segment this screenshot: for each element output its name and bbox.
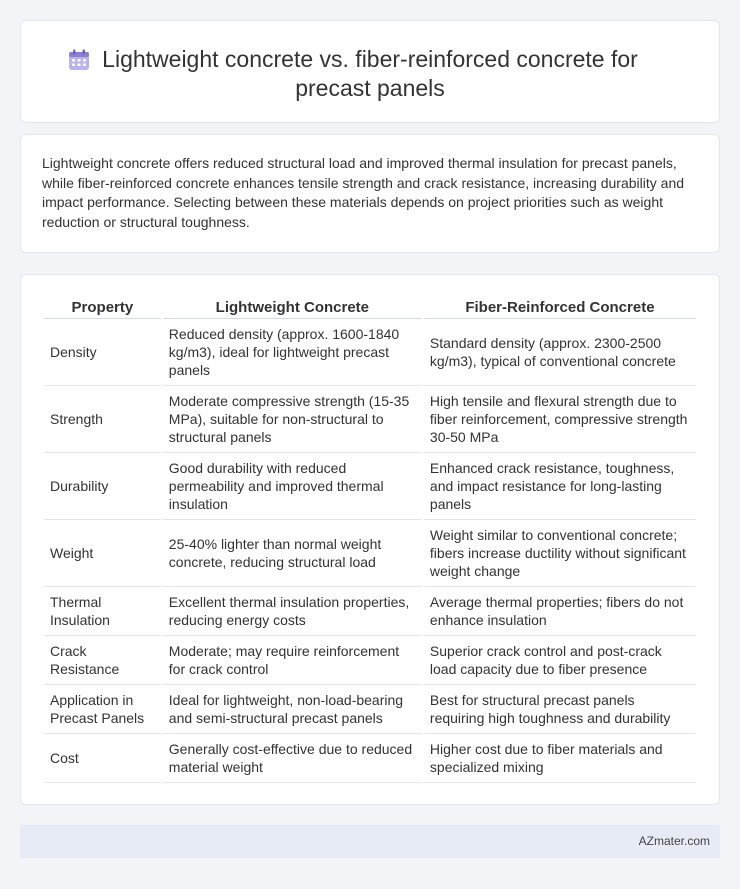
row-fiber: Enhanced crack resistance, toughness, and impact resistance for long-lasting panels [424, 453, 696, 520]
table-row [44, 636, 696, 685]
footer-bar [20, 825, 720, 858]
header-fiber: Fiber-Reinforced Concrete [424, 294, 696, 319]
row-fiber: Best for structural precast panels requiring high toughness and durability [424, 685, 696, 734]
row-property: Application in Precast Panels [44, 685, 161, 734]
row-property: Strength [44, 386, 161, 453]
table-row [44, 734, 696, 783]
row-fiber: Weight similar to conventional concrete; fibers increase ductility without significant weight change [424, 520, 696, 587]
row-fiber: Average thermal properties; fibers do not enhance insulation [424, 587, 696, 636]
row-lightweight: Good durability with reduced permeability and improved thermal insulation [163, 453, 422, 520]
page-title: Lightweight concrete vs. fiber-reinforced concrete for precast panels [102, 46, 638, 101]
row-fiber: Higher cost due to fiber materials and specialized mixing [424, 734, 696, 783]
row-fiber: High tensile and flexural strength due to fiber reinforcement, compressive strength 30-50 MPa [424, 386, 696, 453]
row-lightweight: Excellent thermal insulation properties, reducing energy costs [163, 587, 422, 636]
table-header-row [44, 294, 696, 319]
summary-text: Lightweight concrete offers reduced structural load and improved thermal insulation for precast panels, while fiber-reinforced concrete enhances tensile strength and crack resistance, increasing durability and impact performance. Selecting between these materials depends on project priorities such as weight reduction or structural toughness. [42, 155, 685, 230]
header-lightweight: Lightweight Concrete [163, 294, 422, 319]
row-property: Cost [44, 734, 161, 783]
row-fiber: Standard density (approx. 2300-2500 kg/m3), typical of conventional concrete [424, 319, 696, 386]
table-row [44, 520, 696, 587]
calendar-icon [67, 48, 91, 72]
row-lightweight: Moderate compressive strength (15-35 MPa), suitable for non-structural to structural panels [163, 386, 422, 453]
row-property: Density [44, 319, 161, 386]
summary-card [20, 134, 720, 253]
table-row [44, 453, 696, 520]
row-lightweight: 25-40% lighter than normal weight concrete, reducing structural load [163, 520, 422, 587]
header-property: Property [44, 294, 161, 319]
footer-site-name: AZmater.com [638, 834, 710, 848]
row-lightweight: Generally cost-effective due to reduced material weight [163, 734, 422, 783]
table-row [44, 685, 696, 734]
row-property: Weight [44, 520, 161, 587]
row-lightweight: Ideal for lightweight, non-load-bearing and semi-structural precast panels [163, 685, 422, 734]
row-property: Durability [44, 453, 161, 520]
row-lightweight: Reduced density (approx. 1600-1840 kg/m3), ideal for lightweight precast panels [163, 319, 422, 386]
table-row [44, 587, 696, 636]
title-card [20, 20, 720, 123]
row-fiber: Superior crack control and post-crack load capacity due to fiber presence [424, 636, 696, 685]
title-row [21, 45, 719, 103]
row-lightweight: Moderate; may require reinforcement for crack control [163, 636, 422, 685]
comparison-table [42, 294, 698, 783]
row-property: Crack Resistance [44, 636, 161, 685]
table-card [20, 274, 720, 805]
row-property: Thermal Insulation [44, 587, 161, 636]
table-row [44, 319, 696, 386]
table-row [44, 386, 696, 453]
